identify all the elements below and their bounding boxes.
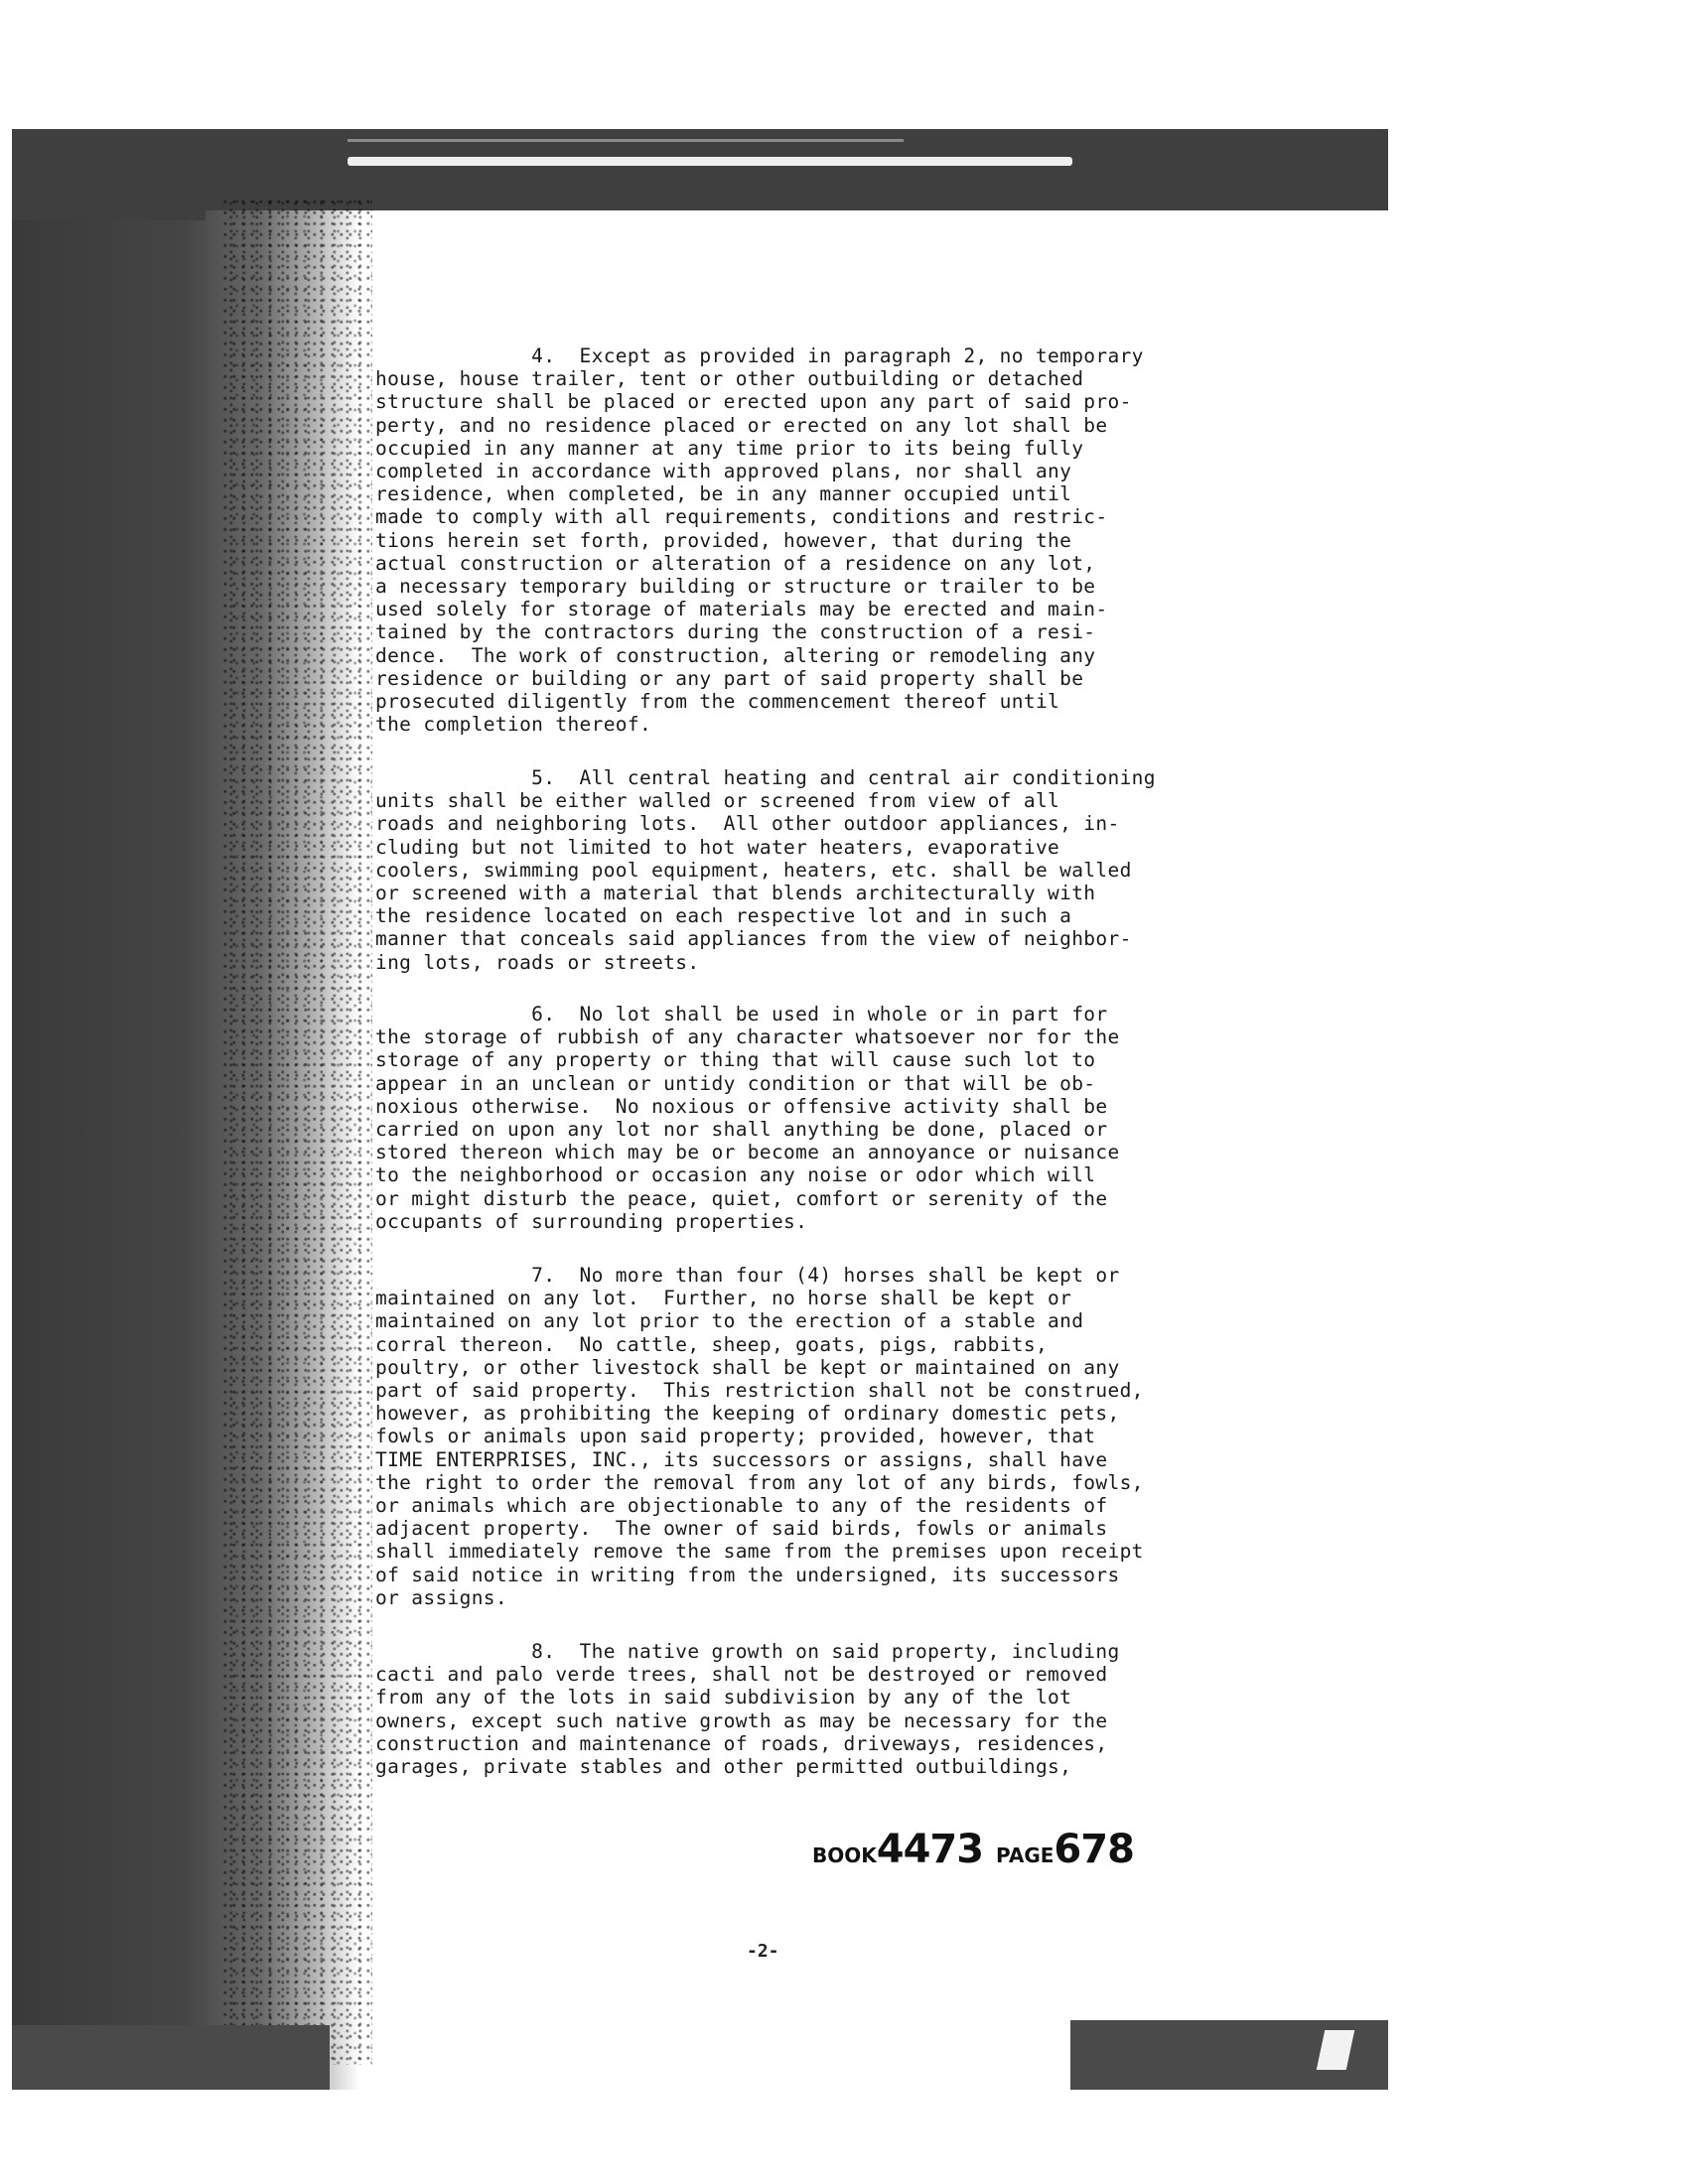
paragraph-5: 5. All central heating and central air conditioning units shall be either walled or screened from view of all roads and neighboring lots. All other outdoor appliances, in- cluding but not limited to hot water heaters, evaporative coolers, swimming pool equipment, heaters, etc. shall be walled or screened with a material that blends architecturally with the residence located on each respective lot and in such a manner that conceals said appliances from the view of neighbor- ing lots, roads or streets. — [375, 766, 1156, 974]
book-number: 4473 — [876, 1827, 984, 1872]
paragraph-6: 6. No lot shall be used in whole or in part for the storage of rubbish of any character whatsoever nor for the storage of any property or thing that will cause such lot to appear in an unclean or untidy condition or that will be ob- noxious otherwise. No noxious or offensive activity shall be carried on upon any lot nor shall anything be done, placed or stored thereon which may be or become an annoyance or nuisance to the neighborhood or occasion any noise or odor which will or might disturb the peace, quiet, comfort or serenity of the occupants of surrounding properties. — [375, 1003, 1120, 1233]
scan-streak-thin — [348, 139, 904, 142]
page-label: PAGE — [996, 1843, 1055, 1867]
page-number: -2- — [747, 1941, 779, 1962]
scan-edge-corner — [12, 210, 206, 220]
paragraph-7: 7. No more than four (4) horses shall be kept or maintained on any lot. Further, no horse shall be kept or maintained on any lot prior to the erection of a stable and corral thereon. No cattle, sheep, goats, pigs, rabbits, poultry, or other livestock shall be kept or maintained on any part of said property. This restriction shall not be construed, however, as prohibiting the keeping of ordinary domestic pets, fowls or animals upon said property; provided, however, that TIME ENTERPRISES, INC., its successors or assigns, shall have the right to order the removal from any lot of any birds, fowls, or animals which are objectionable to any of the residents of adjacent property. The owner of said birds, fowls or animals shall immediately remove the same from the premises upon receipt of said notice in writing from the undersigned, its successors or assigns. — [375, 1264, 1144, 1609]
scan-streak — [348, 157, 1072, 166]
scan-noise — [223, 199, 372, 2065]
book-label: BOOK — [812, 1843, 877, 1867]
paragraph-8: 8. The native growth on said property, including cacti and palo verde trees, shall not be destroyed or removed from any of the lots in said subdivision by any of the lot owners, except such native growth as may be necessary for the construction and maintenance of roads, driveways, residences, garages, private stables and other permitted outbuildings, — [375, 1640, 1120, 1779]
scan-edge-bottom-left — [12, 2025, 330, 2090]
paragraph-4: 4. Except as provided in paragraph 2, no temporary house, house trailer, tent or other outbuilding or detached structure shall be placed or erected upon any part of said pro- perty, and no residence placed or erected on any lot shall be occupied in any manner at any time prior to its being fully completed in accordance with approved plans, nor shall any residence, when completed, be in any manner occupied until made to comply with all requirements, conditions and restric- tions herein set forth, provided, however, that during the actual construction or alteration of a residence on any lot, a necessary temporary building or structure or trailer to be used solely for storage of materials may be erected and main- tained by the contractors during the construction of a resi- dence. The work of construction, altering or remodeling any residence or building or any part of said property shall be prosecuted diligently from the commencement thereof until the completion thereof. — [375, 344, 1144, 737]
recording-stamp — [812, 1827, 1134, 1872]
book-page-number: 678 — [1054, 1827, 1134, 1872]
